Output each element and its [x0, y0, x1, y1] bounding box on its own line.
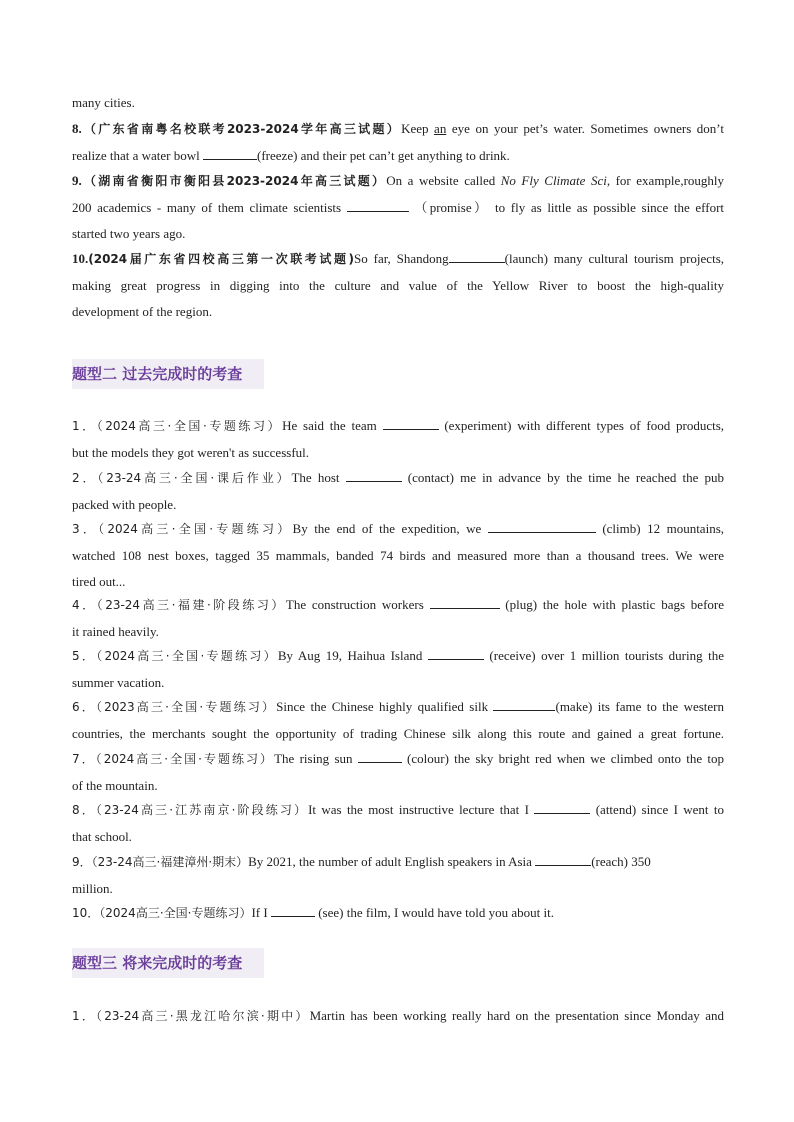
question-text: making great progress in digging into the culture and value of the Yellow River to boost the high-quality — [72, 277, 724, 293]
question-text: 1． — [72, 1009, 97, 1023]
question-text: (make) its fame to the western — [555, 699, 725, 714]
question-text: Keep — [401, 121, 435, 136]
question-text: that school. — [72, 828, 132, 844]
question-text: million. — [72, 880, 113, 896]
question-text: Martin has been working really hard on the presentation since Monday and — [309, 1008, 725, 1023]
question-text: (freeze) and their pet can’t get anything to drink. — [257, 147, 510, 163]
question-text: (contact) me in advance by the time he reached the pub — [401, 470, 724, 485]
question-text: (launch) many cultural tourism projects, — [504, 251, 725, 266]
question-text: By the end of the expedition, we — [292, 521, 488, 536]
question-text: 9． — [72, 855, 92, 869]
question-text: (receive) over 1 million tourists during the — [483, 648, 724, 663]
question-10-top — [72, 246, 724, 324]
text-line — [72, 195, 724, 221]
answer-blank[interactable] — [428, 647, 484, 660]
question-text: （2024高三·全国·专题练习） — [98, 522, 293, 536]
answer-blank[interactable] — [488, 520, 596, 533]
question-text: 7． — [72, 752, 96, 766]
question-text: (experiment) with different types of food products, — [438, 418, 725, 433]
question-text: （23-24高三·江苏南京·阶段练习） — [95, 803, 309, 817]
question-text: It was the most instructive lecture that I — [308, 802, 535, 817]
answer-blank[interactable] — [430, 596, 500, 609]
text-line — [72, 694, 724, 721]
section-heading: 题型三 将来完成时的考查 — [72, 948, 264, 978]
question-source: (2024届广东省四校高三第一次联考试题) — [88, 252, 355, 266]
question-source: （湖南省衡阳市衡阳县2023-2024年高三试题） — [81, 174, 387, 188]
question-text: The rising sun — [274, 751, 358, 766]
list-item — [72, 694, 724, 747]
question-text: , for example,roughly — [606, 173, 725, 188]
list-item — [72, 516, 724, 594]
question-text: packed with people. — [72, 496, 177, 512]
answer-blank[interactable] — [271, 904, 315, 917]
text-line — [72, 116, 724, 143]
question-text: Since the Chinese highly qualified silk — [276, 699, 494, 714]
list-item — [72, 746, 724, 799]
question-text: realize that a water bowl — [72, 147, 204, 163]
answer-blank[interactable] — [383, 417, 439, 430]
answer-blank[interactable] — [346, 469, 402, 482]
text-line — [72, 797, 724, 824]
answer-blank[interactable] — [347, 199, 409, 212]
question-text: but the models they got weren't as successful. — [72, 444, 310, 460]
italic-title: No Fly Climate Sci — [500, 173, 607, 188]
question-text: watched 108 nest boxes, tagged 35 mammals, banded 74 birds and measured more than a thousand trees. We were — [72, 547, 724, 563]
question-text: 10． — [72, 906, 100, 920]
question-text: tired out... — [72, 573, 126, 589]
question-text: （23-24高三·黑龙江哈尔滨·期中） — [96, 1009, 310, 1023]
answer-blank[interactable] — [535, 853, 591, 866]
question-text: He said the team — [282, 418, 383, 433]
question-text: （23-24高三·福建漳州·期末） — [91, 855, 249, 869]
answer-blank[interactable] — [534, 801, 590, 814]
question-text: (climb) 12 mountains, — [595, 521, 724, 536]
question-text: 3． — [72, 522, 99, 536]
section-heading: 题型二 过去完成时的考查 — [72, 359, 264, 389]
list-item — [72, 592, 724, 645]
question-text: （2024高三·全国·专题练习） — [96, 419, 283, 433]
list-item — [72, 465, 724, 518]
question-text: （2023高三·全国·专题练习） — [95, 700, 277, 714]
list-item — [72, 849, 724, 902]
question-text: The host — [291, 470, 346, 485]
intro-tail-text: many cities. — [72, 95, 135, 110]
question-text: summer vacation. — [72, 674, 165, 690]
text-line — [72, 516, 724, 543]
question-text: 1． — [72, 419, 97, 433]
text-line — [72, 592, 724, 619]
list-item — [72, 1003, 724, 1030]
question-text: (plug) the hole with plastic bags before — [499, 597, 724, 612]
question-text: （23-24高三·全国·课后作业） — [97, 471, 292, 485]
question-text: (attend) since I went to — [590, 802, 725, 817]
list-item — [72, 643, 724, 696]
question-text: （2024高三·全国·专题练习） — [95, 752, 275, 766]
question-text: development of the region. — [72, 303, 213, 319]
text-line — [72, 299, 724, 325]
question-text: By 2021, the number of adult English speakers in Asia — [248, 854, 536, 869]
question-text: If I — [251, 905, 271, 920]
text-line — [72, 465, 724, 492]
text-line — [72, 246, 724, 273]
list-item — [72, 900, 724, 927]
question-text: eye on your pet’s water. Sometimes owners don’t — [446, 121, 725, 136]
question-text: countries, the merchants sought the opportunity of trading Chinese silk along this route and gained a great fortune. — [72, 725, 724, 741]
answer-blank[interactable] — [203, 147, 257, 160]
text-line — [72, 900, 724, 927]
question-text: On a website called — [386, 173, 501, 188]
question-text: (colour) the sky bright red when we climbed onto the top — [401, 751, 724, 766]
question-9-top — [72, 168, 724, 246]
text-line — [72, 746, 724, 773]
text-line — [72, 643, 724, 670]
question-text: (reach) 350 — [591, 854, 651, 869]
question-text: 200 academics - many of them climate scientists — [72, 199, 347, 215]
answer-blank[interactable] — [358, 750, 402, 763]
question-source: （广东省南粤名校联考2023-2024学年高三试题） — [81, 122, 402, 136]
answer-blank[interactable] — [493, 698, 555, 711]
text-line — [72, 143, 724, 169]
question-text: 2． — [72, 471, 98, 485]
question-text: （2024高三·全国·专题练习） — [96, 649, 278, 663]
text-line — [72, 168, 724, 195]
answer-blank[interactable] — [449, 250, 505, 263]
question-text: (see) the film, I would have told you about it. — [314, 905, 554, 920]
question-number: 10. — [72, 251, 89, 266]
question-text: it rained heavily. — [72, 623, 159, 639]
question-text: started two years ago. — [72, 225, 186, 241]
underlined-word: an — [434, 121, 447, 136]
text-line — [72, 413, 724, 440]
question-8-top — [72, 116, 724, 169]
question-text: 8． — [72, 803, 96, 817]
question-number: 8. — [72, 121, 82, 136]
question-text: （promise） to fly as little as possible since the effort — [414, 199, 725, 215]
question-text: 4． — [72, 598, 97, 612]
question-number: 9. — [72, 173, 82, 188]
text-line — [72, 1003, 724, 1030]
text-line — [72, 221, 724, 247]
question-text: （23-24高三·福建·阶段练习） — [96, 598, 286, 612]
question-text: 6． — [72, 700, 96, 714]
text-line — [72, 273, 724, 299]
question-text: 5． — [72, 649, 97, 663]
question-text: The construction workers — [285, 597, 430, 612]
list-item — [72, 797, 724, 850]
question-text: （2024高三·全国·专题练习） — [99, 906, 252, 920]
list-item — [72, 413, 724, 466]
intro-tail — [72, 90, 724, 116]
question-text: So far, Shandong — [354, 251, 449, 266]
question-text: of the mountain. — [72, 777, 158, 793]
text-line — [72, 849, 724, 876]
question-text: By Aug 19, Haihua Island — [277, 648, 428, 663]
